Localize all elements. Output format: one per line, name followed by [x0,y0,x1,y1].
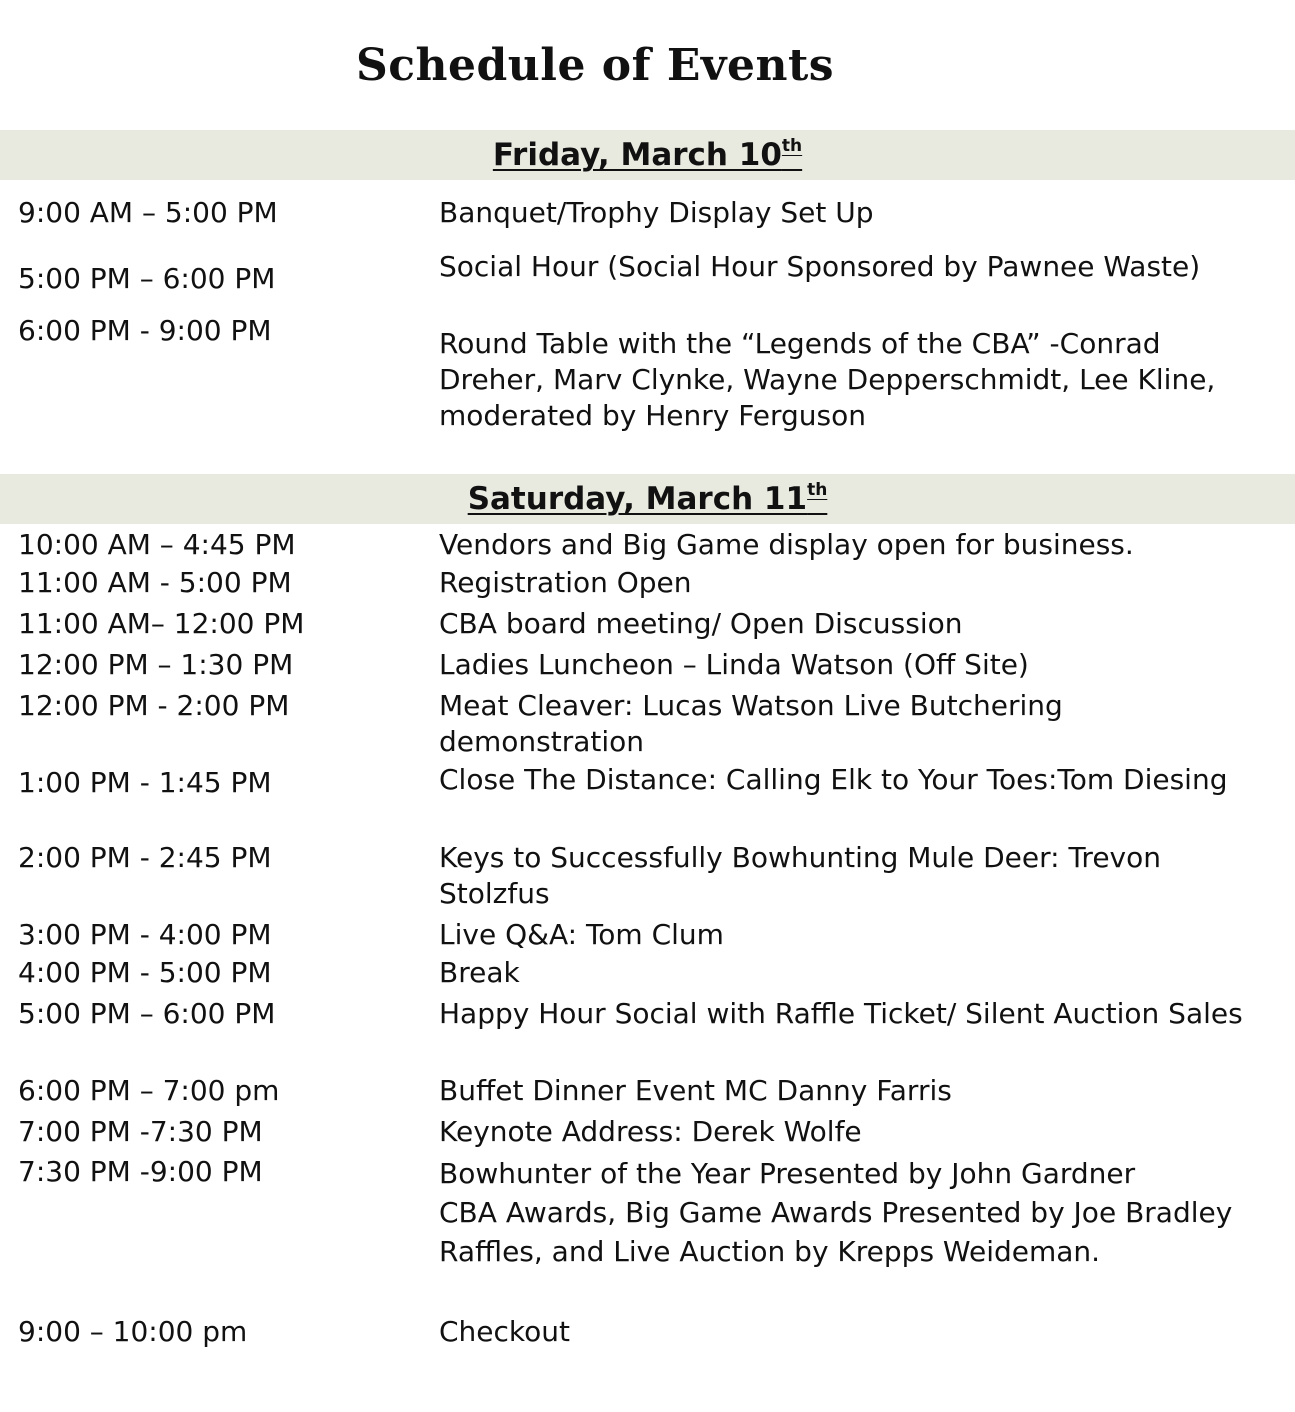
page-title: Schedule of Events [355,40,835,91]
event-time: 12:00 PM – 1:30 PM [18,648,294,681]
event-description: CBA board meeting/ Open Discussion [439,607,963,640]
event-time: 11:00 AM - 5:00 PM [18,566,292,599]
event-time: 11:00 AM– 12:00 PM [18,607,305,640]
day-label-friday: Friday, March 10 [492,137,782,173]
event-time: 9:00 AM – 5:00 PM [18,196,278,229]
event-description: Keynote Address: Derek Wolfe [439,1115,862,1148]
event-description: Registration Open [439,566,692,599]
event-description: Live Q&A: Tom Clum [439,918,724,951]
event-time: 9:00 – 10:00 pm [18,1315,248,1348]
event-description: Bowhunter of the Year Presented by John Gardner CBA Awards, Big Game Awards Presented by Joe Bradley Raffles, and Live Auction by Krepps Weideman. [439,1157,1233,1268]
event-time: 7:30 PM -9:00 PM [18,1155,263,1188]
event-time: 10:00 AM – 4:45 PM [18,528,296,561]
event-time: 2:00 PM - 2:45 PM [18,841,272,874]
event-time: 4:00 PM - 5:00 PM [18,956,272,989]
day-header-friday [0,130,1295,180]
event-time: 5:00 PM – 6:00 PM [18,262,276,295]
day-label-saturday: Saturday, March 11 [467,481,808,517]
day-header-saturday [0,474,1295,524]
day-suffix-saturday: th [807,480,828,500]
event-time: 3:00 PM - 4:00 PM [18,918,272,951]
event-time: 6:00 PM – 7:00 pm [18,1074,280,1107]
event-description: Checkout [439,1315,570,1348]
event-description: Vendors and Big Game display open for business. [439,528,1134,561]
event-description: Banquet/Trophy Display Set Up [439,196,874,229]
event-time: 5:00 PM – 6:00 PM [18,997,276,1030]
event-description: Ladies Luncheon – Linda Watson (Off Site) [439,648,1029,681]
event-description: Keys to Successfully Bowhunting Mule Deer: Trevon Stolzfus [439,841,1161,910]
event-description: Social Hour (Social Hour Sponsored by Pawnee Waste) [439,250,1201,283]
event-description: Round Table with the “Legends of the CBA” -Conrad Dreher, Marv Clynke, Wayne Depperschmidt, Lee Kline, moderated by Henry Ferguson [439,327,1216,432]
event-time: 6:00 PM - 9:00 PM [18,314,272,347]
event-time: 12:00 PM - 2:00 PM [18,689,290,722]
event-description: Meat Cleaver: Lucas Watson Live Butchering demonstration [439,689,1063,758]
event-description: Close The Distance: Calling Elk to Your Toes:Tom Diesing [439,763,1228,796]
event-time: 7:00 PM -7:30 PM [18,1115,263,1148]
event-time: 1:00 PM - 1:45 PM [18,766,272,799]
event-description: Buffet Dinner Event MC Danny Farris [439,1074,952,1107]
event-description: Break [439,956,520,989]
event-description: Happy Hour Social with Raffle Ticket/ Silent Auction Sales [439,997,1243,1030]
day-suffix-friday: th [781,136,803,156]
